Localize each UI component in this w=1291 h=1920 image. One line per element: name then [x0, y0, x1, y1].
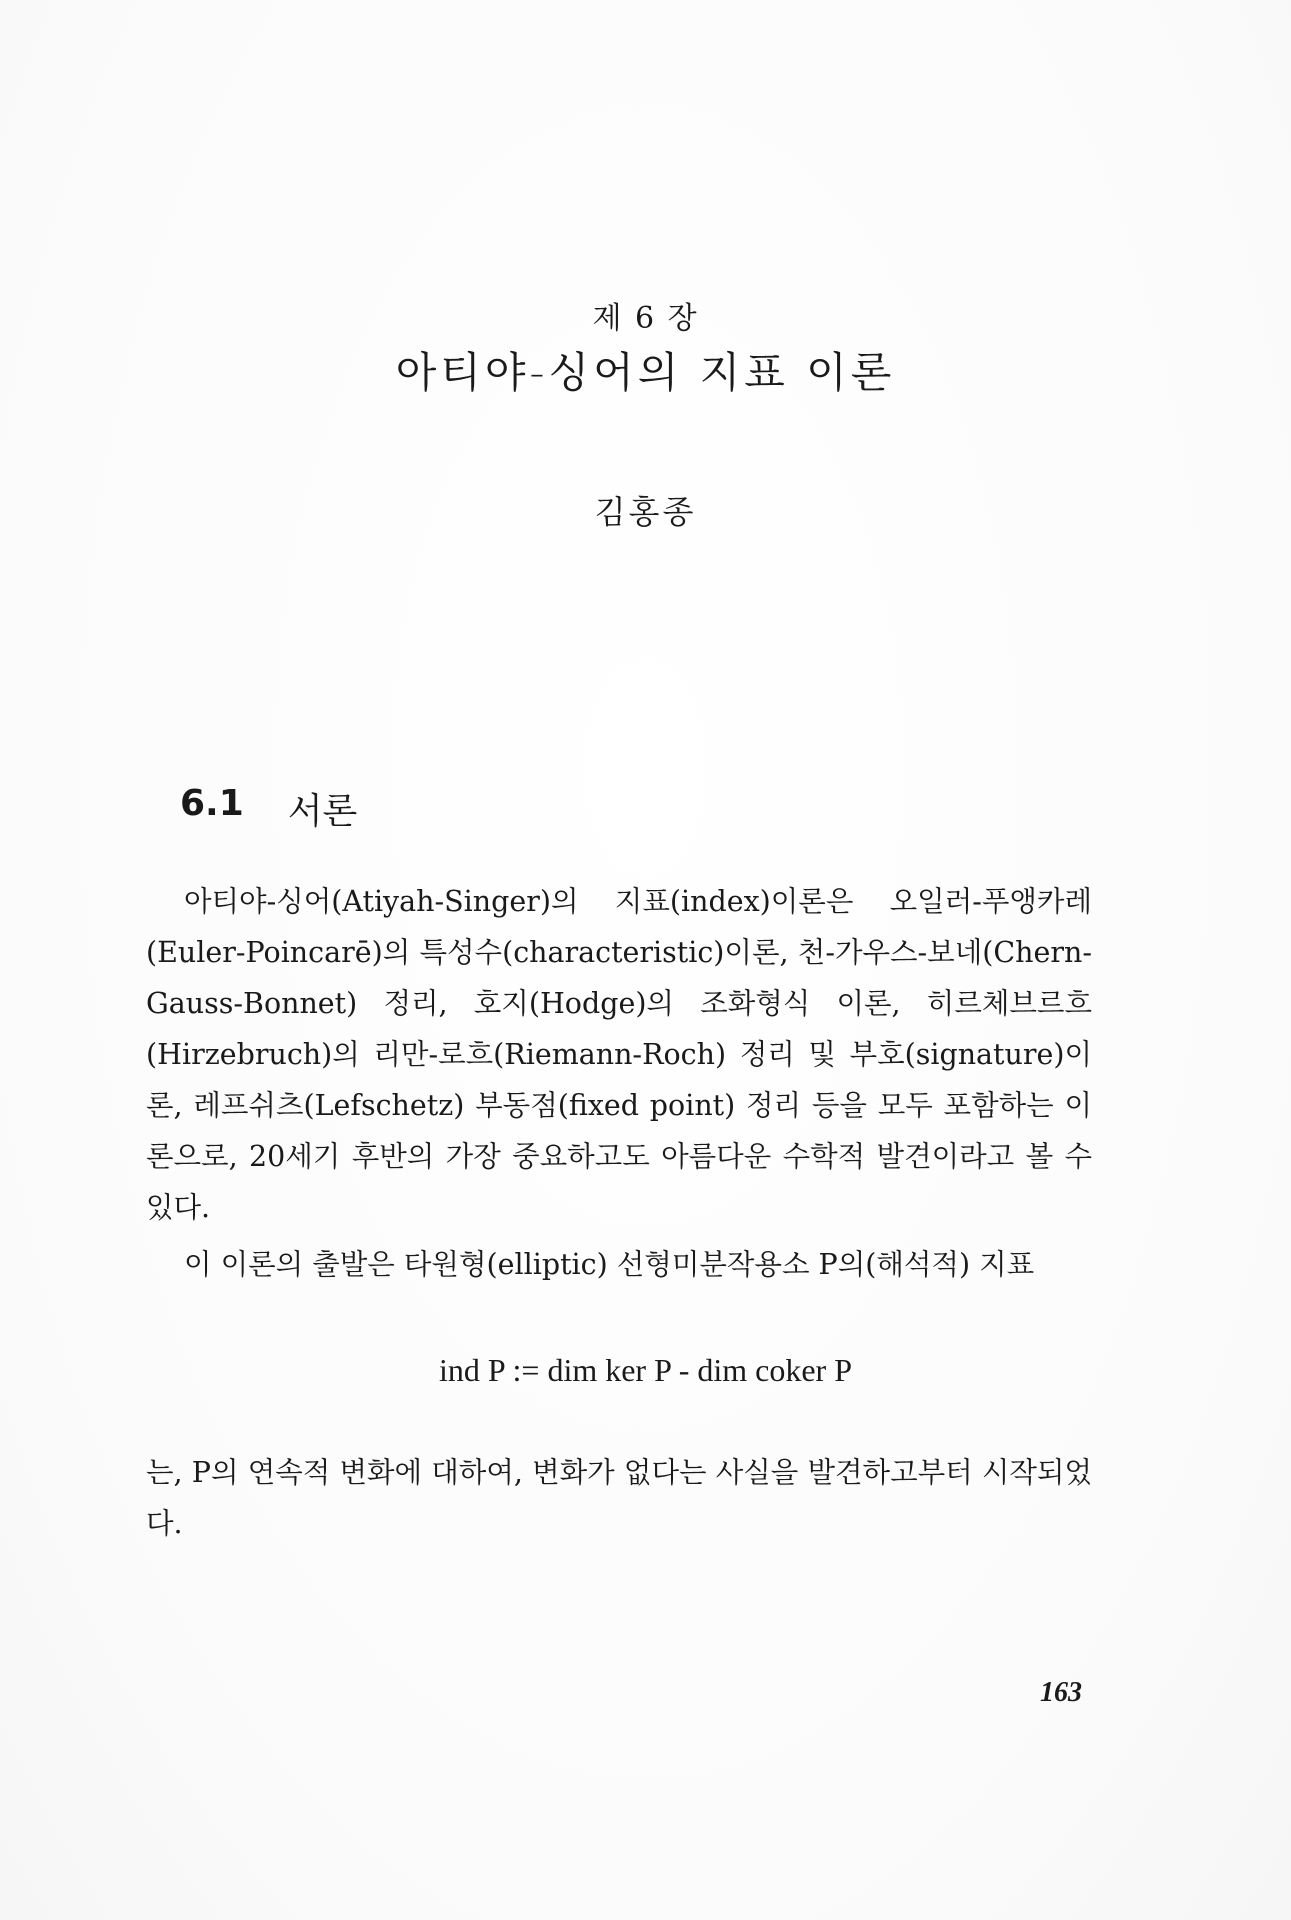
section-title: 서론	[287, 791, 358, 832]
paragraph-text: 는, P의 연속적 변화에 대하여, 변화가 없다는 사실을 발견하고부터 시작되었다.	[146, 1455, 1092, 1540]
paragraph-text: 아티야-싱어(Atiyah-Singer)의 지표(index)이론은 오일러-푸앵카레(Euler-Poincarē)의 특성수(characteristic)이론, 천-가우스-보네(Chern-Gauss-Bonnet) 정리, 호지(Hodge)의 조화형식 이론, 히르체브르흐(Hirzebruch)의 리만-로흐(Riemann-Roch) 정리 및 부호(signature)이론, 레프쉬츠(Lefschetz) 부동점(fixed point) 정리 등을 모두 포함하는 이론으로, 20세기 후반의 가장 중요하고도 아름다운 수학적 발견이라고 볼 수 있다.	[146, 885, 1092, 1224]
chapter-title: 아티야-싱어의 지표 이론	[395, 348, 896, 397]
paragraph-text: 이 이론의 출발은 타원형(elliptic) 선형미분작용소 P의(해석적) 지표	[184, 1248, 1035, 1281]
paragraph-intro	[146, 876, 1092, 1233]
author-name: 김홍종	[594, 493, 697, 531]
index-formula: ind P := dim ker P - dim coker P	[439, 1352, 852, 1388]
section-heading	[180, 783, 357, 834]
paragraph-conclusion	[146, 1418, 1092, 1577]
page-number: 163	[1040, 1677, 1082, 1708]
chapter-label: 제 6 장	[592, 301, 699, 336]
paragraph-origin	[146, 1239, 1092, 1290]
section-number: 6.1	[180, 783, 244, 824]
